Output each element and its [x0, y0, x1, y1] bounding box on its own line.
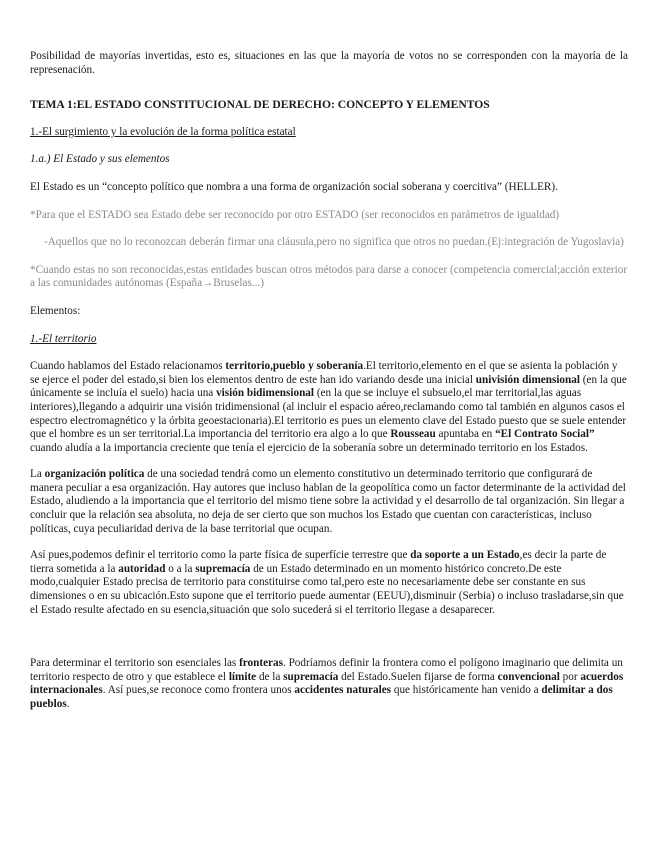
text-run: de una sociedad tendrá como un elemento constitutivo un determinado territorio que configurará de manera peculiar a esa organización. Hay autores que incluso hablan de la geopolítica como un factor determinante de la actividad del Estado, aludiendo a la importancia que el territorio del mismo tiene sobre la actividad y el desarrollo de tal organización. Sin llegar a concluir que la relación sea absoluta, no deja de ser cierto que son muchos los Estado que cuentan con características, incluso políticas, cuya peculiaridad deriva de la base territorial que ocupan.	[30, 468, 626, 535]
note-clause: -Aquellos que no lo reconozcan deberán firmar una cláusula,pero no significa que otros no puedan.(Ej:integración de Yugoslavia)	[44, 236, 624, 249]
text-run: que históricamente han venido a	[391, 684, 542, 697]
note-recognition: *Para que el ESTADO sea Estado debe ser reconocido por otro ESTADO (ser reconocidos en parámetros de igualdad)	[30, 208, 560, 221]
bold-term: “El Contrato Social”	[495, 428, 595, 441]
bold-term: organización política	[44, 468, 145, 481]
text-run: cuando aludía a la importancia creciente que tenía el ejercicio de la soberanía sobre un determinado territorio en los Estados.	[30, 441, 588, 454]
bold-term: Rousseau	[390, 428, 436, 441]
text-run: (en la que únicamente se incluía el suelo) hacia una	[30, 373, 627, 400]
subsection-heading: 1.a.) El Estado y sus elementos	[30, 153, 170, 166]
paragraph-borders	[30, 657, 628, 711]
bold-term: delimitar a dos pueblos	[30, 684, 613, 710]
bold-term: supremacía	[195, 562, 251, 575]
text-run: o a la	[165, 562, 196, 575]
text-run: apuntaba en	[435, 428, 496, 441]
text-run: . Así pues,se reconoce como frontera unos	[102, 684, 295, 697]
paragraph-political-organization	[30, 468, 628, 536]
text-run: La	[30, 468, 45, 481]
text-run: del Estado.Suelen fijarse de forma	[338, 670, 498, 683]
intro-paragraph: Posibilidad de mayorías invertidas, esto es, situaciones en las que la mayoría de votos no se corresponden con la mayoría de la represenación.	[30, 50, 628, 76]
text-run: .	[66, 698, 70, 710]
territory-heading: 1.-El territorio	[30, 332, 97, 345]
bold-term: visión bidimensional	[216, 387, 315, 400]
bold-term: univisión dimensional	[475, 373, 580, 386]
text-run: Para determinar el territorio son esenciales las	[30, 657, 240, 670]
bold-term: acuerdos internacionales	[30, 670, 624, 697]
document-page	[30, 50, 628, 725]
text-run: (en la que se incluye el subsuelo,el mar territorial,las aguas interiores),llegando a adquirir una visión tridimensional (al incluir el espacio aéreo,reclamando como tal también en algunos casos el espectro electromagnético y la órbita geoestacionaria).El territorio es pues un elemento clave del Estado puesto que se suele entender que el hombre es un ser territorial.La importancia del territorio era algo a lo que	[30, 387, 627, 441]
bold-term: da soporte a un Estado	[410, 549, 520, 562]
state-definition: El Estado es un “concepto político que nombra a una forma de organización social soberana y coercitiva” (HELLER).	[30, 180, 558, 193]
bold-term: supremacía	[283, 670, 339, 683]
text-run: Cuando hablamos del Estado relacionamos	[30, 360, 226, 373]
text-run: por	[559, 670, 581, 683]
text-run: .El territorio,elemento en el que se asienta la población y se ejerce el poder del estado,si bien los elementos dentro de este han ido variando desde una inicial	[30, 360, 618, 386]
text-run: Así pues,podemos definir el territorio como la parte física de superfície terrestre que	[30, 549, 411, 562]
paragraph-territory-definition	[30, 549, 628, 617]
elements-label: Elementos:	[30, 304, 81, 317]
bold-term: accidentes naturales	[294, 684, 392, 697]
note-other-methods: *Cuando estas no son reconocidas,estas entidades buscan otros métodos para darse a conocer (competencia comercial;acción exterior a las comunidades autónomas (España→Bruselas...)	[30, 263, 628, 290]
bold-term: autoridad	[118, 562, 166, 575]
bold-term: fronteras	[239, 657, 283, 670]
text-run: de un Estado determinado en un momento histórico concreto.De este modo,cualquier Estado precisa de territorio para constituirse como tal,pero este no necesariamente debe ser constante en sus dimensiones o en su ubicación.Esto supone que el territorio puede aumentar (EEUU),disminuir (Serbia) o incluso trasladarse,sin que el Estado resulte afectado en su esencia,situación que solo sucederá si el territorio llegase a desaparecer.	[30, 562, 624, 616]
text-run: ,es decir la parte de tierra sometida a la	[30, 549, 607, 575]
tema-title: TEMA 1:EL ESTADO CONSTITUCIONAL DE DERECHO: CONCEPTO Y ELEMENTOS	[30, 98, 490, 112]
paragraph-territory-intro	[30, 360, 628, 455]
text-run: de la	[256, 670, 284, 683]
section-heading: 1.-El surgimiento y la evolución de la forma política estatal	[30, 125, 296, 138]
text-run: . Podríamos definir la frontera como el polígono imaginario que delimita un territorio respecto de otro y que establece el	[30, 657, 623, 683]
bold-term: convencional	[497, 670, 560, 683]
bold-term: límite	[228, 670, 257, 683]
bold-term: territorio,pueblo y soberanía	[225, 360, 364, 373]
